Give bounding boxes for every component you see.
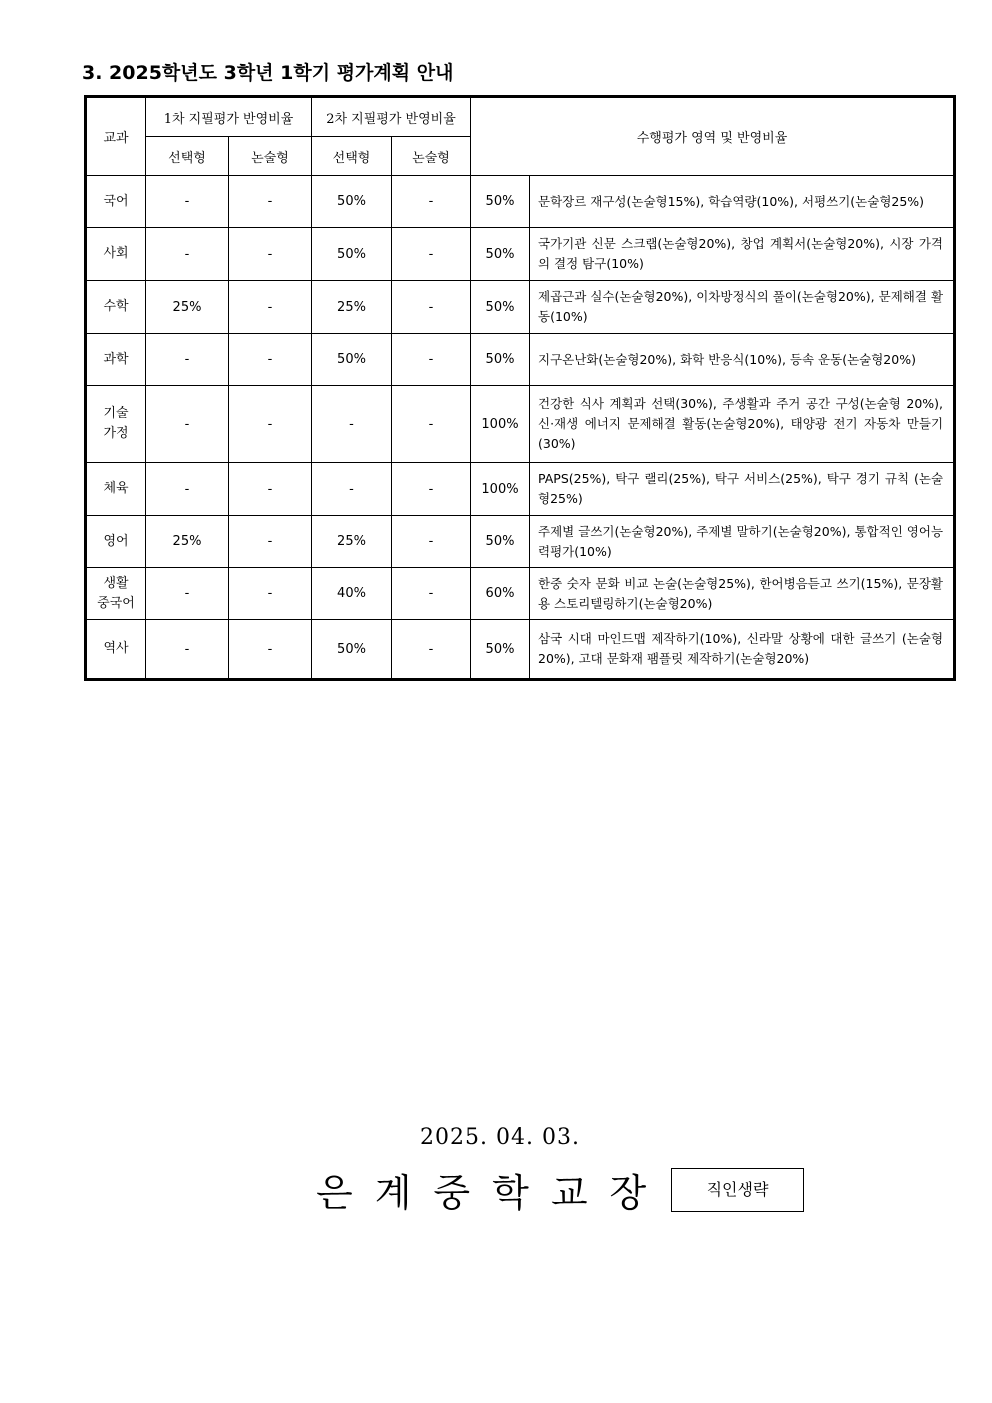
subject-cell: 과학 (86, 334, 146, 386)
header-first-essay: 논술형 (229, 137, 312, 176)
first-choice-cell: 25% (146, 516, 229, 568)
performance-desc-cell: PAPS(25%), 탁구 랠리(25%), 탁구 서비스(25%), 탁구 경기 규칙 (논술형25%) (530, 463, 955, 516)
header-second-essay: 논술형 (392, 137, 471, 176)
first-essay-cell: - (229, 386, 312, 463)
performance-ratio-cell: 60% (471, 568, 530, 620)
table-row (86, 620, 955, 680)
second-essay-cell: - (392, 281, 471, 334)
second-essay-cell: - (392, 386, 471, 463)
performance-desc-cell: 삼국 시대 마인드맵 제작하기(10%), 신라말 상황에 대한 글쓰기 (논술형20%), 고대 문화재 팸플릿 제작하기(논술형20%) (530, 620, 955, 680)
performance-desc-cell: 주제별 글쓰기(논술형20%), 주제별 말하기(논술형20%), 통합적인 영어능력평가(10%) (530, 516, 955, 568)
second-essay-cell: - (392, 463, 471, 516)
first-essay-cell: - (229, 516, 312, 568)
second-essay-cell: - (392, 334, 471, 386)
header-subject: 교과 (86, 97, 146, 176)
performance-ratio-cell: 50% (471, 334, 530, 386)
subject-cell: 기술 가정 (86, 386, 146, 463)
performance-desc-cell: 제곱근과 실수(논술형20%), 이차방정식의 풀이(논술형20%), 문제해결 활동(10%) (530, 281, 955, 334)
table-row (86, 568, 955, 620)
performance-ratio-cell: 100% (471, 463, 530, 516)
performance-ratio-cell: 50% (471, 176, 530, 228)
first-essay-cell: - (229, 228, 312, 281)
subject-cell: 사회 (86, 228, 146, 281)
second-choice-cell: - (312, 386, 392, 463)
table-row (86, 516, 955, 568)
performance-desc-cell: 지구온난화(논술형20%), 화학 반응식(10%), 등속 운동(논술형20%) (530, 334, 955, 386)
second-essay-cell: - (392, 568, 471, 620)
second-choice-cell: 50% (312, 228, 392, 281)
first-essay-cell: - (229, 463, 312, 516)
second-choice-cell: 50% (312, 620, 392, 680)
first-essay-cell: - (229, 620, 312, 680)
header-first-choice: 선택형 (146, 137, 229, 176)
first-essay-cell: - (229, 334, 312, 386)
table-row (86, 386, 955, 463)
first-choice-cell: - (146, 386, 229, 463)
first-choice-cell: 25% (146, 281, 229, 334)
first-choice-cell: - (146, 620, 229, 680)
second-essay-cell: - (392, 620, 471, 680)
performance-desc-cell: 한중 숫자 문화 비교 논술(논술형25%), 한어병음듣고 쓰기(15%), 문장활용 스토리텔링하기(논술형20%) (530, 568, 955, 620)
first-essay-cell: - (229, 176, 312, 228)
subject-cell: 영어 (86, 516, 146, 568)
subject-cell: 역사 (86, 620, 146, 680)
header-second-choice: 선택형 (312, 137, 392, 176)
second-choice-cell: - (312, 463, 392, 516)
seal-omitted-box: 직인생략 (671, 1168, 804, 1212)
subject-cell: 생활 중국어 (86, 568, 146, 620)
second-essay-cell: - (392, 228, 471, 281)
first-choice-cell: - (146, 334, 229, 386)
table-row (86, 463, 955, 516)
performance-ratio-cell: 100% (471, 386, 530, 463)
first-choice-cell: - (146, 568, 229, 620)
table-row (86, 334, 955, 386)
header-first-exam: 1차 지필평가 반영비율 (146, 97, 312, 137)
performance-desc-cell: 국가기관 신문 스크랩(논술형20%), 창업 계획서(논술형20%), 시장 가격의 결정 탐구(10%) (530, 228, 955, 281)
first-choice-cell: - (146, 463, 229, 516)
second-essay-cell: - (392, 516, 471, 568)
performance-ratio-cell: 50% (471, 281, 530, 334)
document-date: 2025. 04. 03. (420, 1125, 580, 1150)
performance-ratio-cell: 50% (471, 516, 530, 568)
first-essay-cell: - (229, 281, 312, 334)
page-heading: 3. 2025학년도 3학년 1학기 평가계획 안내 (82, 62, 454, 84)
second-choice-cell: 25% (312, 281, 392, 334)
table-row (86, 176, 955, 228)
second-choice-cell: 25% (312, 516, 392, 568)
subject-cell: 체육 (86, 463, 146, 516)
performance-ratio-cell: 50% (471, 228, 530, 281)
header-second-exam: 2차 지필평가 반영비율 (312, 97, 471, 137)
second-choice-cell: 50% (312, 334, 392, 386)
header-performance: 수행평가 영역 및 반영비율 (471, 97, 955, 176)
performance-ratio-cell: 50% (471, 620, 530, 680)
performance-desc-cell: 문학장르 재구성(논술형15%), 학습역량(10%), 서평쓰기(논술형25%) (530, 176, 955, 228)
second-essay-cell: - (392, 176, 471, 228)
table-row (86, 228, 955, 281)
first-choice-cell: - (146, 228, 229, 281)
table-row (86, 281, 955, 334)
performance-desc-cell: 건강한 식사 계획과 선택(30%), 주생활과 주거 공간 구성(논술형 20%), 신·재생 에너지 문제해결 활동(논술형20%), 태양광 전기 자동차 만들기(30%) (530, 386, 955, 463)
principal-name: 은계중학교장 (316, 1171, 669, 1215)
subject-cell: 수학 (86, 281, 146, 334)
first-choice-cell: - (146, 176, 229, 228)
subject-cell: 국어 (86, 176, 146, 228)
first-essay-cell: - (229, 568, 312, 620)
second-choice-cell: 50% (312, 176, 392, 228)
second-choice-cell: 40% (312, 568, 392, 620)
evaluation-plan-table (84, 95, 956, 681)
